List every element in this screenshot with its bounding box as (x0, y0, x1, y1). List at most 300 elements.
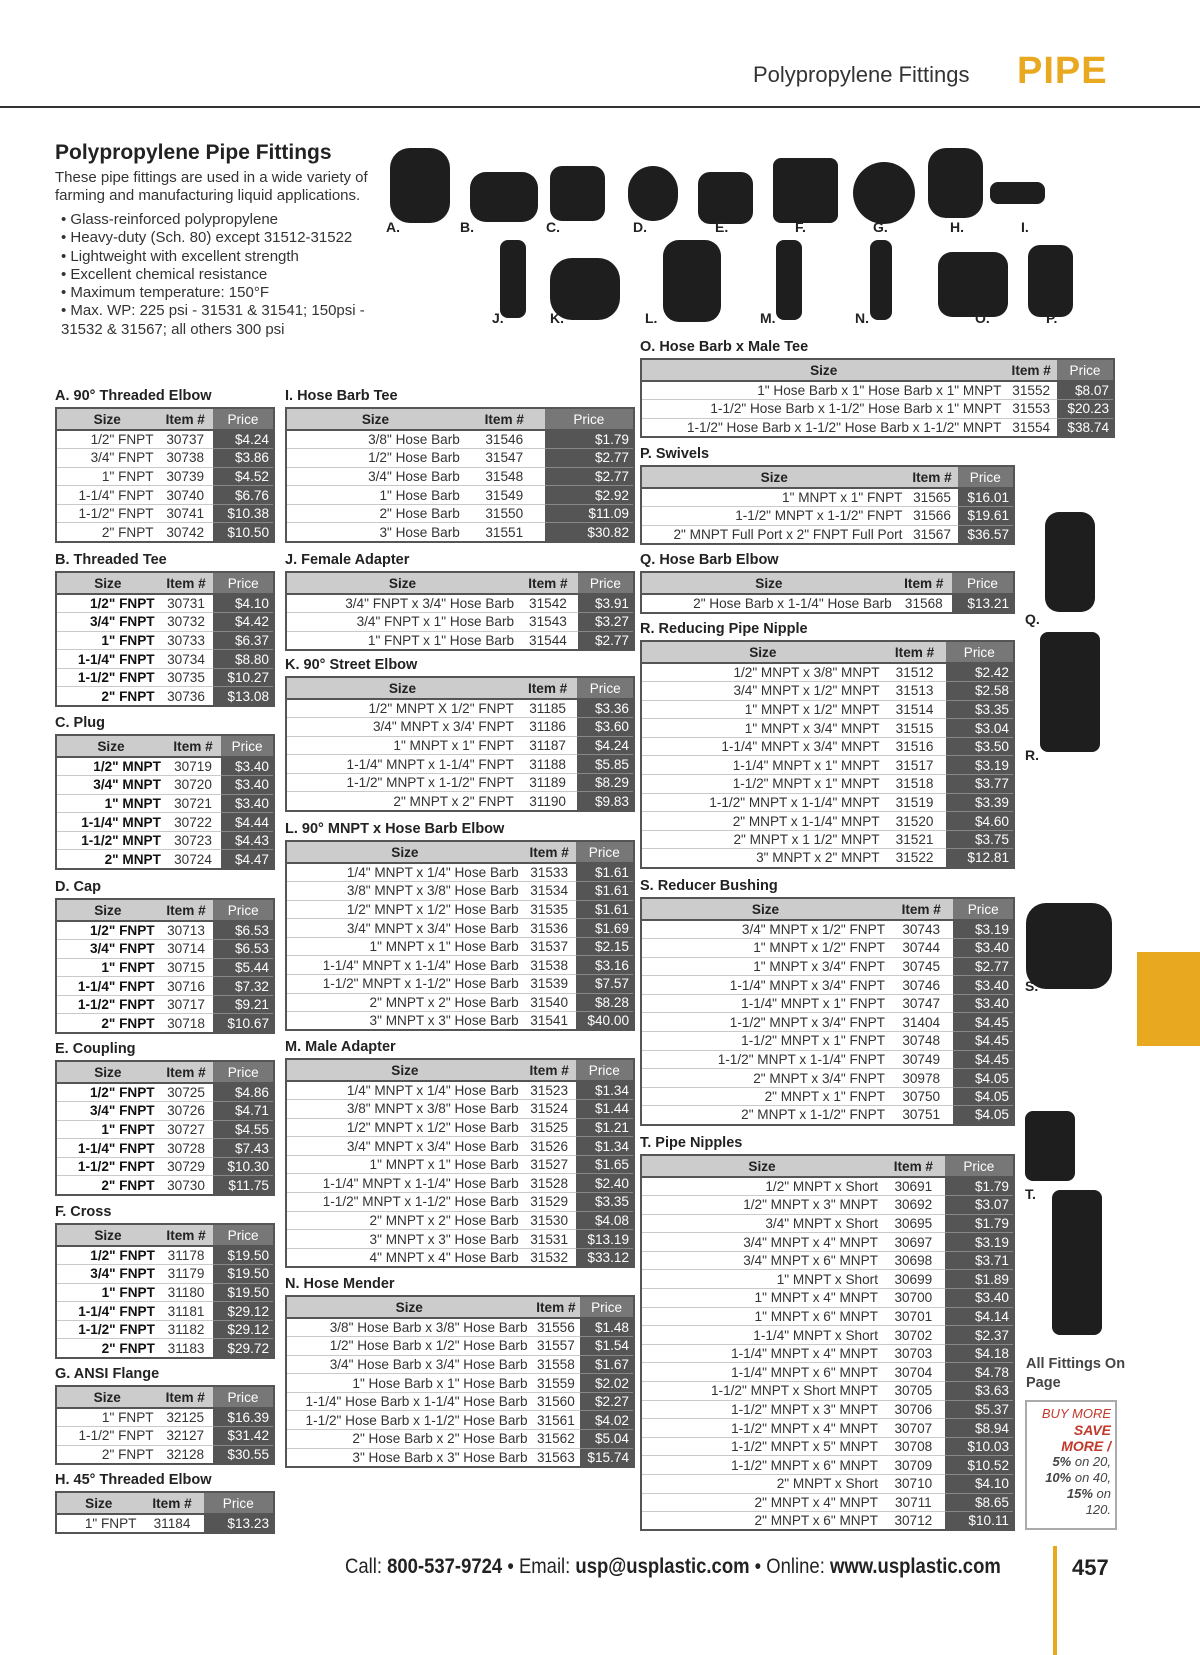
price-table (55, 1223, 275, 1359)
size-cell: 1" MNPT x 4" MNPT (641, 1289, 882, 1308)
table-row (641, 1233, 1014, 1252)
column-header-size: Size (56, 572, 159, 594)
table-row (641, 1106, 1014, 1125)
photo-label: F. (795, 219, 806, 235)
photo-c (550, 166, 605, 221)
table-header (56, 1224, 274, 1246)
price-cell: $10.30 (213, 1157, 274, 1176)
table-row (56, 504, 274, 523)
table-row (641, 1087, 1014, 1106)
size-cell: 1-1/2" MNPT x 1" FNPT (641, 1032, 889, 1051)
table-row (56, 921, 274, 940)
discount-qty: on (1092, 1486, 1111, 1501)
table-header (56, 1492, 274, 1514)
table-row (56, 449, 274, 468)
table-row (641, 1363, 1014, 1382)
feature-item: • Max. WP: 225 psi - 31531 & 31541; 150psi - 31532 & 31567; all others 300 psi (61, 302, 385, 339)
table-row (56, 977, 274, 996)
item-number-cell: 31563 (532, 1448, 581, 1467)
size-cell: 1-1/4" MNPT x Short (641, 1326, 882, 1345)
table-row (641, 381, 1114, 400)
photo-r (1040, 632, 1100, 752)
price-cell: $19.50 (213, 1265, 274, 1284)
buy-more-box (1025, 1400, 1117, 1530)
price-table (640, 897, 1015, 1126)
section-p (640, 444, 1015, 545)
table-row (286, 882, 634, 901)
phone-link[interactable]: 800-537-9724 (387, 1555, 503, 1578)
size-cell: 1/2" MNPT (56, 757, 165, 776)
price-cell: $3.19 (953, 920, 1014, 939)
size-cell: 2" MNPT x Short (641, 1475, 882, 1494)
price-cell: $4.10 (213, 594, 274, 613)
table-row (56, 757, 274, 776)
photo-label: J. (492, 310, 504, 326)
price-cell: $4.02 (580, 1411, 634, 1430)
item-number-cell: 31567 (906, 525, 957, 544)
table-row (286, 430, 634, 449)
section-e (55, 1039, 275, 1196)
table-row (641, 682, 1014, 701)
size-cell: 1/2" MNPT x Short (641, 1177, 882, 1196)
table-row (286, 699, 634, 718)
size-cell: 2" MNPT x 1-1/2" FNPT (641, 1106, 889, 1125)
item-number-cell: 30750 (889, 1087, 953, 1106)
photo-n (870, 240, 892, 320)
item-number-cell: 30738 (158, 449, 213, 468)
price-cell: $3.50 (946, 737, 1014, 756)
column-header-price: Price (213, 572, 274, 594)
size-cell: 1-1/2" FNPT (56, 1157, 159, 1176)
photo-label: D. (633, 219, 647, 235)
size-cell: 1/4" MNPT x 1/4" Hose Barb (286, 1081, 523, 1100)
price-cell: $3.36 (577, 699, 634, 718)
item-number-cell: 31531 (523, 1230, 576, 1249)
section-b (55, 550, 275, 707)
item-number-cell: 31525 (523, 1118, 576, 1137)
size-cell: 2" FNPT (56, 687, 159, 706)
price-cell: $1.21 (576, 1118, 634, 1137)
price-cell: $13.23 (204, 1514, 274, 1533)
table-row (286, 467, 634, 486)
item-number-cell: 30720 (165, 776, 221, 795)
size-cell: 1-1/4" FNPT (56, 1139, 159, 1158)
price-cell: $2.77 (545, 467, 634, 486)
section-r (640, 619, 1015, 869)
item-number-cell: 30715 (159, 958, 214, 977)
price-cell: $19.50 (213, 1246, 274, 1265)
price-cell: $4.45 (953, 1050, 1014, 1069)
column-header-price: Price (952, 572, 1014, 594)
header-category: PIPE (1017, 50, 1108, 92)
footer-contact (345, 1555, 1001, 1579)
photo-b (470, 172, 538, 222)
photo-g (853, 162, 915, 224)
table-row (56, 1120, 274, 1139)
discount-pct: 15% (1066, 1486, 1093, 1501)
price-cell: $4.42 (213, 613, 274, 632)
column-header-size: Size (56, 1224, 159, 1246)
item-number-cell: 32127 (158, 1427, 213, 1446)
photo-label: O. (975, 310, 990, 326)
price-cell: $38.74 (1057, 418, 1114, 437)
section-j (285, 550, 635, 651)
size-cell: 2" MNPT Full Port x 2" FNPT Full Port (641, 525, 906, 544)
table-header (641, 466, 1014, 488)
item-number-cell: 30725 (159, 1083, 214, 1102)
table-row (641, 1382, 1014, 1401)
price-cell: $10.67 (213, 1014, 274, 1033)
size-cell: 1" FNPT (56, 1120, 159, 1139)
item-number-cell: 31530 (523, 1211, 576, 1230)
size-cell: 3/4" MNPT x 1/2" FNPT (641, 920, 889, 939)
column-header-price: Price (580, 1296, 634, 1318)
item-number-cell: 30727 (159, 1120, 214, 1139)
item-number-cell: 30702 (882, 1326, 945, 1345)
size-cell: 1/2" Hose Barb (286, 449, 464, 468)
price-cell: $2.58 (946, 682, 1014, 701)
price-cell: $4.86 (213, 1083, 274, 1102)
email-link[interactable]: usp@usplastic.com (575, 1555, 750, 1578)
price-cell: $3.39 (946, 793, 1014, 812)
table-row (286, 594, 634, 613)
item-number-cell: 30697 (882, 1233, 945, 1252)
size-cell: 1-1/4" Hose Barb x 1-1/4" Hose Barb (286, 1392, 532, 1411)
column-header-price: Price (213, 1224, 274, 1246)
section-t (640, 1133, 1015, 1531)
price-cell: $3.60 (577, 718, 634, 737)
column-header-item: Item # (140, 1492, 203, 1514)
section-d (55, 877, 275, 1034)
size-cell: 1/2" MNPT x 1/2" Hose Barb (286, 900, 523, 919)
size-cell: 3/4" MNPT x 3/4" Hose Barb (286, 919, 523, 938)
price-cell: $6.76 (213, 486, 274, 505)
discount-pct: 10% (1045, 1470, 1072, 1485)
section-o (640, 337, 1115, 438)
photo-label: N. (855, 310, 869, 326)
table-header (56, 735, 274, 757)
table-row (56, 1246, 274, 1265)
section-i (285, 386, 635, 543)
table-row (641, 507, 1014, 526)
table-row (641, 594, 1014, 613)
item-number-cell: 30695 (882, 1214, 945, 1233)
price-cell: $10.50 (213, 523, 274, 542)
column-header-size: Size (286, 572, 518, 594)
item-number-cell: 30729 (159, 1157, 214, 1176)
price-cell: $6.37 (213, 631, 274, 650)
size-cell: 2" MNPT x 2" FNPT (286, 792, 518, 811)
table-row (641, 1475, 1014, 1494)
column-header-item: Item # (159, 1061, 214, 1083)
size-cell: 1-1/2" FNPT (56, 668, 159, 687)
size-cell: 2" MNPT x 1-1/4" MNPT (641, 812, 884, 831)
item-number-cell: 31519 (884, 793, 946, 812)
item-number-cell: 30751 (889, 1106, 953, 1125)
price-cell: $1.34 (576, 1081, 634, 1100)
item-number-cell: 31557 (532, 1337, 581, 1356)
column-header-size: Size (286, 1059, 523, 1081)
table-row (641, 1456, 1014, 1475)
size-cell: 1" MNPT x 1" Hose Barb (286, 937, 523, 956)
table-row (641, 1214, 1014, 1233)
size-cell: 3/8" MNPT x 3/8" Hose Barb (286, 1100, 523, 1119)
item-number-cell: 31537 (523, 937, 576, 956)
table-header (286, 677, 634, 699)
item-number-cell: 30723 (165, 831, 221, 850)
item-number-cell: 30709 (882, 1456, 945, 1475)
item-number-cell: 31189 (518, 773, 578, 792)
price-cell: $3.19 (945, 1233, 1014, 1252)
size-cell: 2" MNPT x 1" FNPT (641, 1087, 889, 1106)
size-cell: 1/2" MNPT x 3/8" MNPT (641, 663, 884, 682)
price-cell: $4.10 (945, 1475, 1014, 1494)
photo-label: M. (760, 310, 776, 326)
item-number-cell: 30706 (882, 1400, 945, 1419)
table-row (56, 1445, 274, 1464)
column-header-size: Size (56, 1386, 158, 1408)
page-tab (1137, 952, 1200, 1046)
column-header-price: Price (946, 641, 1014, 663)
all-fittings-label: All Fittings On Page (1026, 1356, 1126, 1391)
item-number-cell: 31526 (523, 1137, 576, 1156)
price-table (55, 407, 275, 543)
table-row (286, 1392, 634, 1411)
price-cell: $10.52 (945, 1456, 1014, 1475)
size-cell: 1-1/4" FNPT (56, 1302, 159, 1321)
item-number-cell: 30748 (889, 1032, 953, 1051)
price-table (285, 1295, 635, 1468)
item-number-cell: 31517 (884, 756, 946, 775)
feature-list (61, 211, 385, 339)
size-cell: 1" FNPT (56, 1283, 159, 1302)
item-number-cell: 31514 (884, 700, 946, 719)
item-number-cell: 31515 (884, 719, 946, 738)
section-title: Q. Hose Barb Elbow (640, 552, 779, 568)
price-cell: $3.27 (578, 613, 634, 632)
item-number-cell: 31541 (523, 1012, 576, 1031)
item-number-cell: 30978 (889, 1069, 953, 1088)
footer-divider (1053, 1546, 1057, 1655)
table-row (56, 523, 274, 542)
item-number-cell: 31551 (464, 523, 545, 542)
table-row (56, 1265, 274, 1284)
column-header-price: Price (213, 1061, 274, 1083)
size-cell: 1" FNPT (56, 1514, 140, 1533)
column-header-price: Price (204, 1492, 274, 1514)
item-number-cell: 31523 (523, 1081, 576, 1100)
price-cell: $1.61 (576, 882, 634, 901)
size-cell: 2" Hose Barb x 1-1/4" Hose Barb (641, 594, 896, 613)
size-cell: 3/8" MNPT x 3/8" Hose Barb (286, 882, 523, 901)
size-cell: 1" MNPT x 1" FNPT (286, 736, 518, 755)
column-header-price: Price (213, 1386, 274, 1408)
column-header-item: Item # (518, 572, 578, 594)
table-row (286, 1155, 634, 1174)
table-row (56, 1014, 274, 1033)
size-cell: 4" MNPT x 4" Hose Barb (286, 1248, 523, 1267)
price-cell: $11.09 (545, 504, 634, 523)
item-number-cell: 30734 (159, 650, 214, 669)
section-n (285, 1274, 635, 1468)
size-cell: 1-1/4" FNPT (56, 486, 158, 505)
table-row (641, 1437, 1014, 1456)
price-cell: $5.44 (213, 958, 274, 977)
price-cell: $1.61 (576, 863, 634, 882)
size-cell: 1-1/4" MNPT x 1" FNPT (641, 994, 889, 1013)
size-cell: 3/4" MNPT x 6" MNPT (641, 1251, 882, 1270)
size-cell: 1/4" MNPT x 1/4" Hose Barb (286, 863, 523, 882)
section-title: O. Hose Barb x Male Tee (640, 339, 809, 355)
table-row (641, 994, 1014, 1013)
price-cell: $4.45 (953, 1013, 1014, 1032)
table-header (641, 572, 1014, 594)
size-cell: 1-1/2" Hose Barb x 1-1/2" Hose Barb (286, 1411, 532, 1430)
size-cell: 3/4" FNPT (56, 1265, 159, 1284)
item-number-cell: 30717 (159, 995, 214, 1014)
table-row (56, 940, 274, 959)
item-number-cell: 30743 (889, 920, 953, 939)
item-number-cell: 31561 (532, 1411, 581, 1430)
item-number-cell: 30704 (882, 1363, 945, 1382)
column-header-price: Price (1057, 359, 1114, 381)
table-row (56, 631, 274, 650)
price-cell: $8.94 (945, 1419, 1014, 1438)
photo-i (990, 182, 1045, 204)
item-number-cell: 31552 (1005, 381, 1057, 400)
table-row (286, 504, 634, 523)
size-cell: 3" MNPT x 3" Hose Barb (286, 1012, 523, 1031)
price-cell: $36.57 (958, 525, 1014, 544)
photo-label-t: T. (1025, 1186, 1036, 1202)
table-row (286, 1012, 634, 1031)
price-cell: $11.75 (213, 1176, 274, 1195)
price-cell: $3.35 (946, 700, 1014, 719)
size-cell: 3/8" Hose Barb x 3/8" Hose Barb (286, 1318, 532, 1337)
section-title: K. 90° Street Elbow (285, 657, 418, 673)
size-cell: 1/2" FNPT (56, 1083, 159, 1102)
column-header-item: Item # (882, 1155, 945, 1177)
price-cell: $4.78 (945, 1363, 1014, 1382)
table-row (286, 993, 634, 1012)
table-row (641, 939, 1014, 958)
price-table (640, 1154, 1015, 1531)
section-s (640, 876, 1015, 1126)
item-number-cell: 31180 (159, 1283, 213, 1302)
item-number-cell: 31556 (532, 1318, 581, 1337)
photo-q (1045, 512, 1095, 612)
item-number-cell: 31546 (464, 430, 545, 449)
section-a (55, 386, 275, 543)
item-number-cell: 30724 (165, 850, 221, 869)
table-row (286, 1100, 634, 1119)
table-row (641, 812, 1014, 831)
price-cell: $4.47 (221, 850, 274, 869)
item-number-cell: 30726 (159, 1102, 214, 1121)
price-cell: $3.40 (953, 994, 1014, 1013)
size-cell: 1" MNPT x 1" FNPT (641, 488, 906, 507)
price-table (640, 465, 1015, 545)
website-link[interactable]: www.usplastic.com (829, 1555, 1001, 1578)
price-cell: $19.50 (213, 1283, 274, 1302)
price-cell: $7.32 (213, 977, 274, 996)
price-cell: $3.40 (221, 794, 274, 813)
discount-pct: 5% (1052, 1454, 1072, 1469)
column-header-size: Size (641, 1155, 882, 1177)
page-number: 457 (1072, 1555, 1109, 1580)
item-number-cell: 30746 (889, 976, 953, 995)
table-row (56, 1102, 274, 1121)
table-row (56, 995, 274, 1014)
price-cell: $10.27 (213, 668, 274, 687)
table-row (641, 1326, 1014, 1345)
table-row (286, 613, 634, 632)
price-cell: $4.24 (577, 736, 634, 755)
photo-t-short (1025, 1111, 1075, 1181)
price-table (285, 676, 635, 812)
item-number-cell: 30737 (158, 430, 213, 449)
item-number-cell: 31179 (159, 1265, 213, 1284)
table-row (641, 1050, 1014, 1069)
table-row (56, 430, 274, 449)
price-cell: $8.80 (213, 650, 274, 669)
item-number-cell: 30741 (158, 504, 213, 523)
item-number-cell: 31520 (884, 812, 946, 831)
photo-label: H. (950, 219, 964, 235)
item-number-cell: 30732 (159, 613, 214, 632)
section-title: C. Plug (55, 715, 105, 731)
item-number-cell: 30730 (159, 1176, 214, 1195)
size-cell: 1" MNPT x 3/4" FNPT (641, 957, 889, 976)
section-title: E. Coupling (55, 1041, 136, 1057)
table-row (641, 1270, 1014, 1289)
column-header-item: Item # (523, 1059, 576, 1081)
price-table (55, 571, 275, 707)
table-row (286, 792, 634, 811)
price-table (640, 571, 1015, 614)
size-cell: 1" FNPT (56, 631, 159, 650)
item-number-cell: 31512 (884, 663, 946, 682)
table-row (641, 976, 1014, 995)
item-number-cell: 31553 (1005, 400, 1057, 419)
photo-label: G. (873, 219, 888, 235)
item-number-cell: 31516 (884, 737, 946, 756)
item-number-cell: 30707 (882, 1419, 945, 1438)
table-row (641, 700, 1014, 719)
price-cell: $3.71 (945, 1251, 1014, 1270)
photo-label: C. (546, 219, 560, 235)
size-cell: 1-1/4" MNPT x 3/4" FNPT (641, 976, 889, 995)
item-number-cell: 30710 (882, 1475, 945, 1494)
table-header (56, 408, 274, 430)
table-row (641, 1177, 1014, 1196)
size-cell: 1-1/4" FNPT (56, 977, 159, 996)
column-header-size: Size (286, 841, 523, 863)
column-header-item: Item # (159, 572, 214, 594)
size-cell: 1/2" FNPT (56, 921, 159, 940)
table-row (641, 1251, 1014, 1270)
price-cell: $4.45 (953, 1032, 1014, 1051)
section-k (285, 655, 635, 812)
size-cell: 1-1/2" MNPT x 1-1/4" MNPT (641, 793, 884, 812)
size-cell: 2" MNPT x 6" MNPT (641, 1512, 882, 1531)
price-table (55, 734, 275, 870)
size-cell: 2" FNPT (56, 1445, 158, 1464)
table-row (56, 1157, 274, 1176)
price-cell: $4.05 (953, 1106, 1014, 1125)
size-cell: 3/4" MNPT x 4" MNPT (641, 1233, 882, 1252)
price-cell: $29.12 (213, 1320, 274, 1339)
